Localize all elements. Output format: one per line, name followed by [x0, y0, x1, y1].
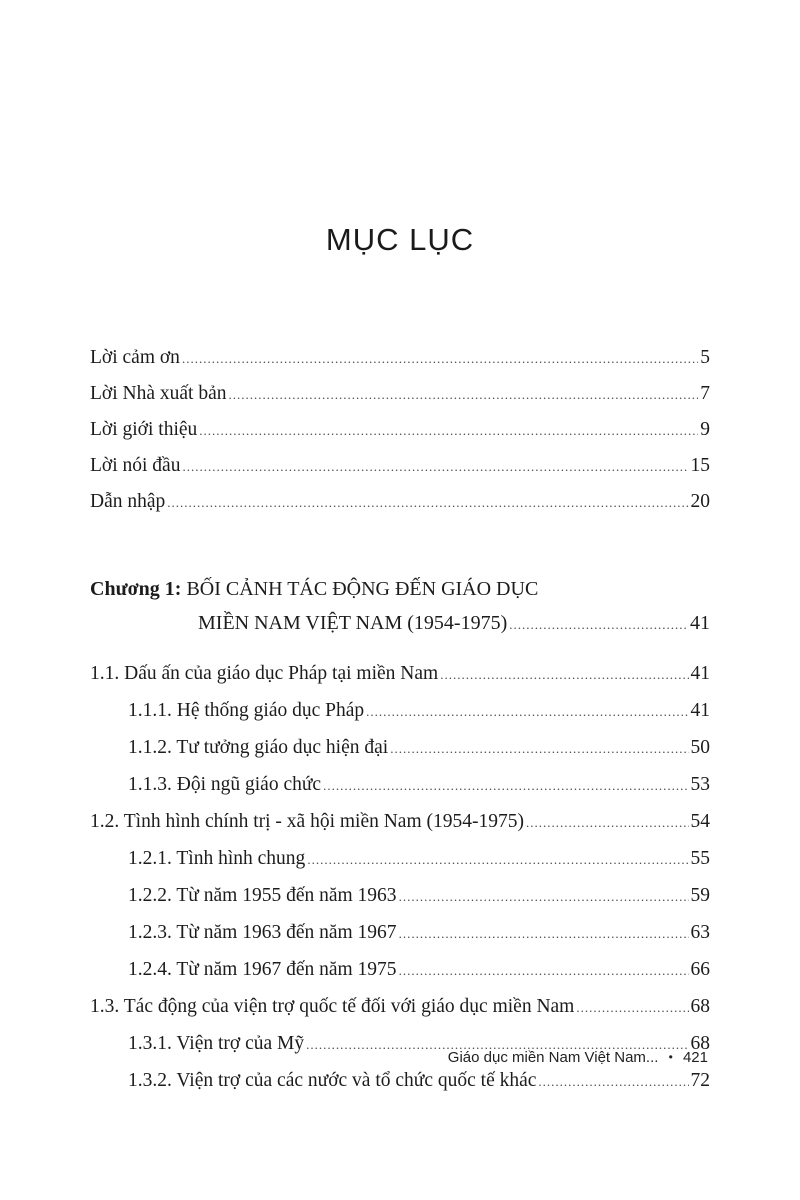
- toc-subsection[interactable]: [90, 959, 710, 996]
- toc-sections: [90, 663, 710, 1107]
- toc-entry-page: 5: [700, 347, 710, 368]
- toc-entry-page: 53: [690, 774, 710, 795]
- toc-entry-label: 1.2.2. Từ năm 1955 đến năm 1963: [128, 885, 397, 906]
- toc-entry[interactable]: [90, 455, 710, 491]
- dot-leader: [182, 351, 698, 367]
- chapter-title-line2: MIỀN NAM VIỆT NAM (1954-1975): [198, 612, 508, 634]
- dot-leader: [228, 387, 698, 403]
- toc-entry-label: Lời giới thiệu: [90, 419, 198, 440]
- toc-entry-label: 1.3. Tác động của viện trợ quốc tế đối với giáo dục miền Nam: [90, 996, 575, 1017]
- dot-leader: [576, 1000, 688, 1016]
- toc-entry-page: 63: [690, 922, 710, 943]
- toc-subsection[interactable]: [90, 700, 710, 737]
- toc-entry-label: 1.3.2. Viện trợ của các nước và tổ chức quốc tế khác: [128, 1070, 537, 1091]
- toc-front-matter: [90, 347, 710, 527]
- toc-entry[interactable]: [90, 347, 710, 383]
- toc-entry-label: Lời Nhà xuất bản: [90, 383, 227, 404]
- toc-section[interactable]: [90, 663, 710, 700]
- bullet-separator: •: [668, 1050, 673, 1064]
- toc-section[interactable]: [90, 811, 710, 848]
- toc-entry-page: 20: [690, 491, 710, 512]
- toc-entry-label: Lời nói đầu: [90, 455, 181, 476]
- toc-entry[interactable]: [90, 419, 710, 455]
- dot-leader: [307, 852, 688, 868]
- chapter-heading-line2[interactable]: [90, 612, 710, 635]
- toc-entry-label: 1.2. Tình hình chính trị - xã hội miền Nam (1954-1975): [90, 811, 524, 832]
- toc-entry-label: 1.3.1. Viện trợ của Mỹ: [128, 1033, 305, 1054]
- dot-leader: [199, 423, 698, 439]
- toc-entry-page: 15: [690, 455, 710, 476]
- toc-entry-page: 50: [690, 737, 710, 758]
- dot-leader: [323, 778, 688, 794]
- toc-subsection[interactable]: [90, 1070, 710, 1107]
- page-title: MỤC LỤC: [325, 222, 475, 257]
- toc-entry-label: 1.2.1. Tình hình chung: [128, 848, 306, 869]
- dot-leader: [399, 889, 689, 905]
- running-title: Giáo dục miền Nam Việt Nam...: [447, 1049, 659, 1066]
- toc-subsection[interactable]: [90, 737, 710, 774]
- toc-entry-label: 1.1.3. Đội ngũ giáo chức: [128, 774, 322, 795]
- dot-leader: [440, 667, 688, 683]
- dot-leader: [366, 704, 688, 720]
- page-number: 421: [682, 1049, 708, 1066]
- toc-chapter: [90, 578, 710, 635]
- page-footer: [448, 1049, 708, 1066]
- toc-entry-page: 68: [690, 1033, 710, 1054]
- chapter-title-line1: BỐI CẢNH TÁC ĐỘNG ĐẾN GIÁO DỤC: [186, 578, 539, 600]
- toc-section[interactable]: [90, 996, 710, 1033]
- toc-entry-page: 68: [690, 996, 710, 1017]
- dot-leader: [509, 617, 688, 633]
- dot-leader: [538, 1074, 688, 1090]
- toc-entry-page: 41: [690, 700, 710, 721]
- toc-entry-label: 1.1.2. Tư tưởng giáo dục hiện đại: [128, 737, 389, 758]
- chapter-page: 41: [690, 612, 710, 634]
- toc-entry-label: Dẫn nhập: [90, 491, 166, 512]
- toc-subsection[interactable]: [90, 774, 710, 811]
- dot-leader: [399, 926, 689, 942]
- toc-entry-label: 1.2.3. Từ năm 1963 đến năm 1967: [128, 922, 397, 943]
- toc-entry-page: 7: [700, 383, 710, 404]
- toc-entry-page: 9: [700, 419, 710, 440]
- dot-leader: [526, 815, 689, 831]
- toc-subsection[interactable]: [90, 848, 710, 885]
- toc-entry-label: 1.1.1. Hệ thống giáo dục Pháp: [128, 700, 365, 721]
- toc-subsection[interactable]: [90, 922, 710, 959]
- chapter-label: Chương 1:: [90, 578, 182, 600]
- toc-entry[interactable]: [90, 491, 710, 527]
- toc-entry[interactable]: [90, 383, 710, 419]
- toc-entry-page: 54: [690, 811, 710, 832]
- dot-leader: [182, 459, 688, 475]
- toc-entry-label: Lời cảm ơn: [90, 347, 180, 368]
- dot-leader: [390, 741, 688, 757]
- toc-entry-label: 1.1. Dấu ấn của giáo dục Pháp tại miền Nam: [90, 663, 439, 684]
- dot-leader: [399, 963, 689, 979]
- toc-entry-page: 72: [690, 1070, 710, 1091]
- toc-entry-page: 66: [690, 959, 710, 980]
- toc-entry-page: 55: [690, 848, 710, 869]
- toc-entry-page: 59: [690, 885, 710, 906]
- toc-entry-label: 1.2.4. Từ năm 1967 đến năm 1975: [128, 959, 397, 980]
- toc-entry-page: 41: [690, 663, 710, 684]
- toc-subsection[interactable]: [90, 885, 710, 922]
- dot-leader: [167, 495, 688, 511]
- chapter-heading-line1[interactable]: [90, 578, 710, 612]
